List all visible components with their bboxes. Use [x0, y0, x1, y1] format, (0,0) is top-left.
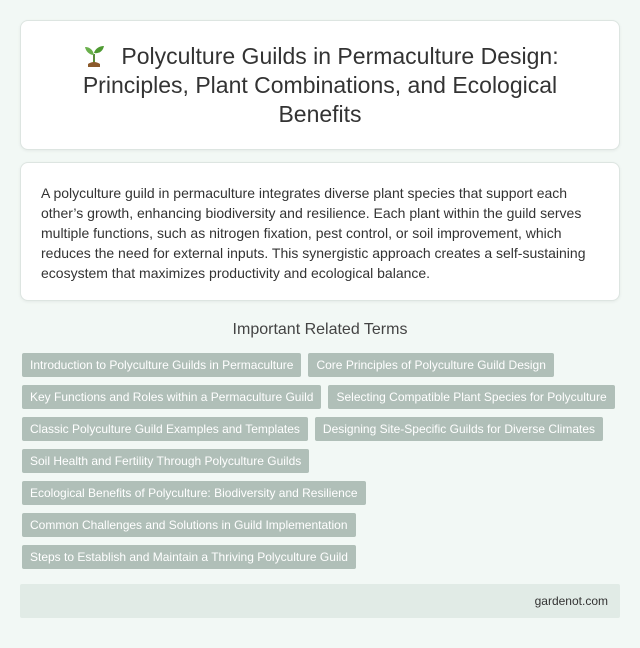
- related-term-tag[interactable]: Designing Site-Specific Guilds for Diverse Climates: [315, 417, 603, 441]
- sprout-icon: [81, 42, 107, 68]
- related-term-tag[interactable]: Classic Polyculture Guild Examples and Templates: [22, 417, 308, 441]
- related-term-tag[interactable]: Soil Health and Fertility Through Polyculture Guilds: [22, 449, 309, 473]
- summary-text: A polyculture guild in permaculture integrates diverse plant species that support each other’s growth, enhancing biodiversity and resilience. Each plant within the guild serves multiple functions, such as nitrogen fixation, pest control, or soil improvement, which reduces the need for external inputs. This synergistic approach creates a self-sustaining ecosystem that maximizes productivity and ecological balance.: [41, 185, 586, 281]
- title-card: [20, 20, 620, 150]
- related-term-tag[interactable]: Steps to Establish and Maintain a Thriving Polyculture Guild: [22, 545, 356, 569]
- tag-row: [22, 353, 622, 385]
- related-term-tag[interactable]: Introduction to Polyculture Guilds in Permaculture: [22, 353, 301, 377]
- footer-site-link[interactable]: gardenot.com: [534, 594, 608, 608]
- tag-row: [22, 513, 622, 545]
- tag-row: [22, 417, 622, 449]
- related-terms-list: [22, 353, 622, 577]
- tag-row: [22, 481, 622, 513]
- footer: [20, 584, 620, 618]
- related-term-tag[interactable]: Key Functions and Roles within a Permaculture Guild: [22, 385, 321, 409]
- related-term-tag[interactable]: Ecological Benefits of Polyculture: Biodiversity and Resilience: [22, 481, 366, 505]
- page-title-text: Polyculture Guilds in Permaculture Design: Principles, Plant Combinations, and Ecological Benefits: [82, 42, 559, 127]
- tag-row: [22, 449, 622, 481]
- summary-card: [20, 162, 620, 301]
- page-title: [21, 42, 619, 129]
- related-term-tag[interactable]: Common Challenges and Solutions in Guild Implementation: [22, 513, 356, 537]
- tag-row: [22, 545, 622, 577]
- related-term-tag[interactable]: Selecting Compatible Plant Species for Polyculture: [328, 385, 614, 409]
- tag-row: [22, 385, 622, 417]
- related-terms-heading: Important Related Terms: [232, 321, 408, 338]
- related-term-tag[interactable]: Core Principles of Polyculture Guild Design: [308, 353, 553, 377]
